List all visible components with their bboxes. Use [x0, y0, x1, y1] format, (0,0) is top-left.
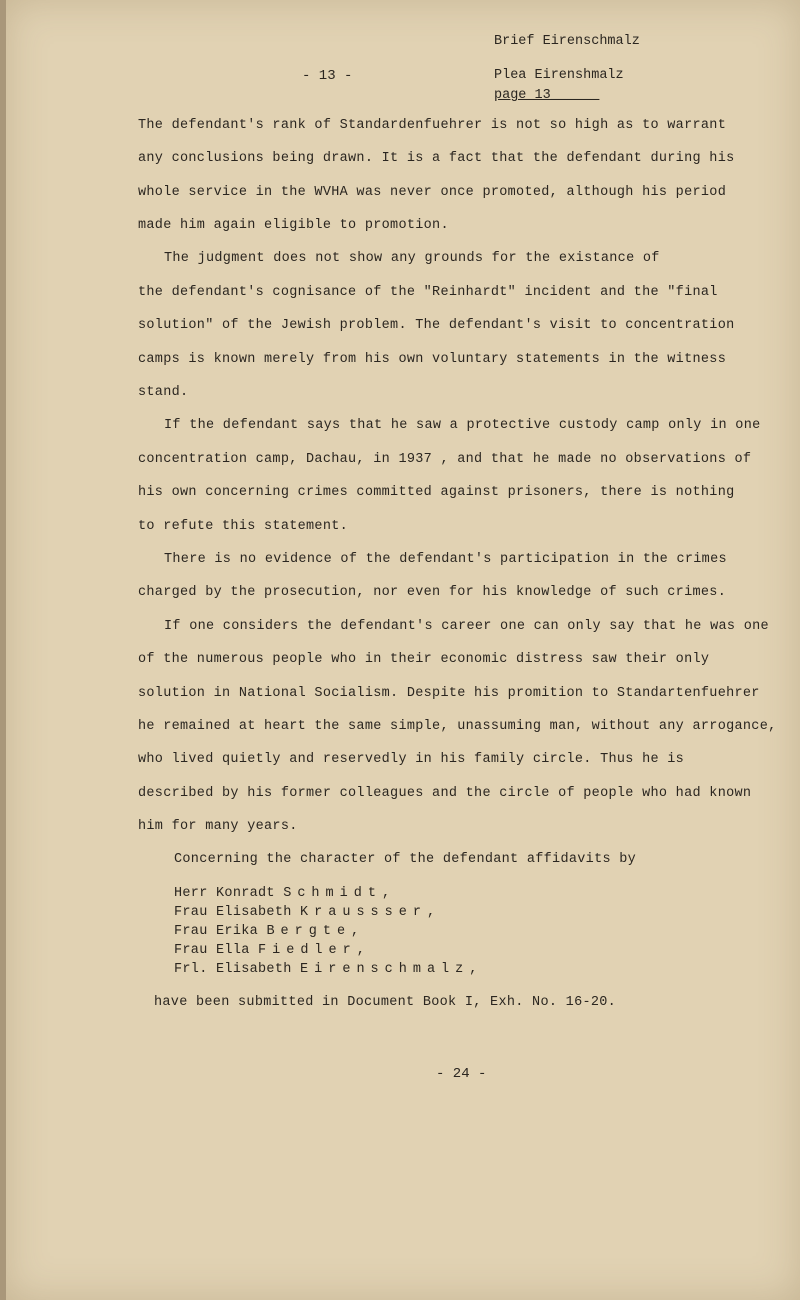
text-line: of the numerous people who in their economic distress saw their only [138, 652, 710, 667]
text-line: concentration camp, Dachau, in 1937 , and that he made no observations of [138, 452, 752, 467]
text-line: There is no evidence of the defendant's participation in the crimes [164, 552, 727, 567]
text-line: solution" of the Jewish problem. The defendant's visit to concentration [138, 318, 735, 333]
text-line: his own concerning crimes committed against prisoners, there is nothing [138, 485, 735, 500]
text-line: camps is known merely from his own voluntary statements in the witness [138, 352, 727, 367]
text-line: charged by the prosecution, nor even for his knowledge of such crimes. [138, 585, 727, 600]
text-line: him for many years. [138, 819, 298, 834]
header-page-label: page 13______ [494, 88, 600, 103]
text-line: stand. [138, 385, 189, 400]
footer-page-number: - 24 - [436, 1066, 487, 1082]
text-line: to refute this statement. [138, 519, 349, 534]
text-line: made him again eligible to promotion. [138, 218, 449, 233]
page-marker: - 13 - [302, 68, 353, 84]
affiant-name: Frau Elisabeth Kraussser, [174, 905, 436, 920]
text-line: the defendant's cognisance of the "Reinhardt" incident and the "final [138, 285, 718, 300]
affiant-name: Frl. Elisabeth Eirenschmalz, [174, 962, 478, 977]
text-line: The judgment does not show any grounds for the existance of [164, 251, 660, 266]
text-line: he remained at heart the same simple, unassuming man, without any arrogance, [138, 719, 777, 734]
text-line: have been submitted in Document Book I, Exh. No. 16-20. [154, 995, 617, 1010]
text-line: described by his former colleagues and the circle of people who had known [138, 786, 752, 801]
text-line: any conclusions being drawn. It is a fact that the defendant during his [138, 151, 735, 166]
affiant-name: Herr Konradt Schmidt, [174, 886, 391, 901]
text-line: If one considers the defendant's career one can only say that he was one [164, 619, 769, 634]
header-title: Brief Eirenschmalz [494, 34, 640, 49]
affiant-name: Frau Erika Bergte, [174, 924, 360, 939]
text-line: who lived quietly and reservedly in his family circle. Thus he is [138, 752, 685, 767]
text-line: If the defendant says that he saw a protective custody camp only in one [164, 418, 761, 433]
text-line: whole service in the WVHA was never once promoted, although his period [138, 185, 727, 200]
text-line: solution in National Socialism. Despite his promition to Standartenfuehrer [138, 686, 760, 701]
typewritten-page [6, 0, 800, 1300]
affiant-name: Frau Ella Fiedler, [174, 943, 366, 958]
header-plea: Plea Eirenshmalz [494, 68, 624, 83]
text-line: The defendant's rank of Standardenfuehrer is not so high as to warrant [138, 118, 727, 133]
text-line: Concerning the character of the defendant affidavits by [174, 852, 637, 867]
